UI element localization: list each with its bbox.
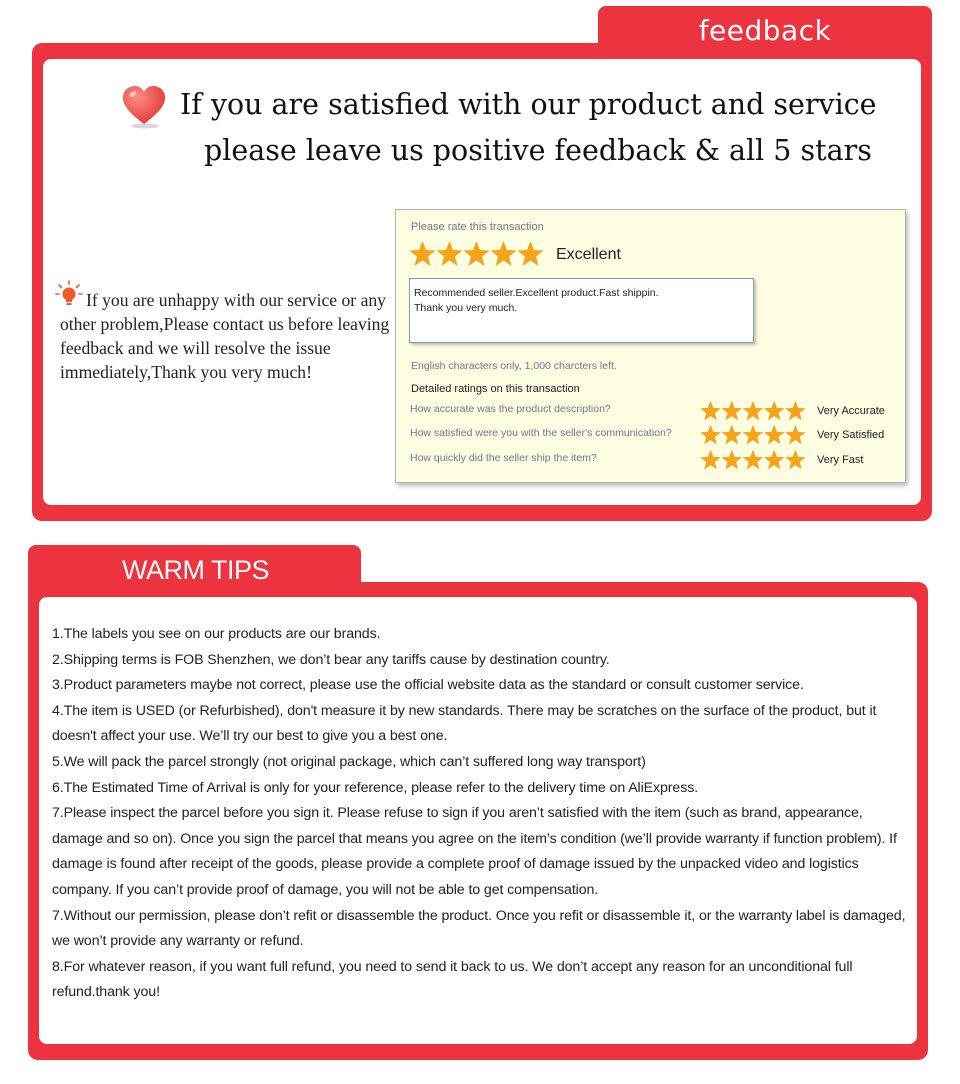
tip-item: 2.Shipping terms is FOB Shenzhen, we don’t bear any tariffs cause by destination country.: [52, 651, 610, 668]
comment-line-1: Recommended seller.Excellent product.Fast shippin.: [414, 287, 659, 299]
feedback-comment-textarea[interactable]: [409, 278, 754, 343]
tip-item: 1.The labels you see on our products are our brands.: [52, 626, 381, 642]
overall-star-rating[interactable]: [409, 240, 544, 268]
star-icon[interactable]: [464, 241, 490, 266]
headline-line-1: If you are satisfied with our product and service: [180, 88, 877, 121]
star-icon[interactable]: [518, 241, 544, 266]
unhappy-message: If you are unhappy with our service or any other problem,Please contact us before leaving feedback and we will resolve the issue immediately,Thank you very much!: [60, 290, 390, 382]
warm-tips-list: [52, 622, 910, 1006]
detail-question: How quickly did the seller ship the item?: [410, 452, 597, 464]
star-icon[interactable]: [410, 241, 436, 266]
detail-rating-label: Very Fast: [817, 454, 864, 466]
star-icon[interactable]: [785, 425, 805, 445]
tip-item: 4.The item is USED (or Refurbished), don't measure it by new standards. There may be scratches on the surface of the product, but it doesn't affect your use. We’ll try our best to give you a best one.: [52, 702, 877, 745]
star-icon[interactable]: [764, 401, 784, 421]
star-icon[interactable]: [764, 425, 784, 445]
detail-question: How accurate was the product description?: [410, 403, 611, 415]
star-icon[interactable]: [764, 450, 784, 470]
feedback-tab: [598, 6, 932, 56]
detail-star-rating[interactable]: [697, 449, 809, 471]
comment-line-2: Thank you very much.: [414, 302, 518, 314]
detail-rating-row: [410, 449, 900, 473]
star-icon[interactable]: [437, 241, 463, 266]
star-icon[interactable]: [743, 401, 763, 421]
tip-item: 5.We will pack the parcel strongly (not original package, which can’t suffered long way transport): [52, 753, 646, 770]
detail-question: How satisfied were you with the seller's communication?: [410, 427, 672, 439]
rating-panel: [395, 209, 906, 483]
star-icon[interactable]: [785, 401, 805, 421]
warm-tips-tab: [28, 545, 361, 600]
star-icon[interactable]: [700, 425, 720, 445]
detailed-ratings-heading: Detailed ratings on this transaction: [411, 383, 580, 395]
star-icon[interactable]: [722, 425, 742, 445]
detail-rating-row: [410, 424, 900, 448]
detail-rating-row: [410, 400, 900, 424]
star-icon[interactable]: [722, 450, 742, 470]
detail-star-rating[interactable]: [697, 400, 809, 422]
detail-rating-label: Very Satisfied: [817, 429, 885, 441]
star-icon[interactable]: [491, 241, 517, 266]
detail-rating-label: Very Accurate: [817, 405, 885, 417]
rating-prompt: Please rate this transaction: [411, 221, 544, 233]
tip-item: 7.Please inspect the parcel before you sign it. Please refuse to sign if you aren’t satisfied with the item (such as brand, appearance, damage and so on). Once you sign the parcel that means you agree on the item’s condition (we’ll provide warranty if function problem). If damage is found after receipt of the goods, please provide a complete proof of damage issued by the unpacked video and logistics company. If you can’t provide proof of damage, you will not be able to get compensation.: [52, 805, 897, 898]
star-icon[interactable]: [785, 450, 805, 470]
star-icon[interactable]: [700, 450, 720, 470]
character-count-note: English characters only, 1,000 charcters left.: [411, 360, 617, 372]
star-icon[interactable]: [722, 401, 742, 421]
overall-rating-label: Excellent: [556, 246, 621, 263]
feedback-tab-label: feedback: [698, 14, 832, 47]
detail-star-rating[interactable]: [697, 424, 809, 446]
star-icon[interactable]: [743, 425, 763, 445]
tip-item: 6.The Estimated Time of Arrival is only for your reference, please refer to the delivery time on AliExpress.: [52, 779, 699, 796]
star-icon[interactable]: [743, 450, 763, 470]
tip-item: 3.Product parameters maybe not correct, please use the official website data as the standard or consult customer service.: [52, 677, 804, 694]
headline-line-2: please leave us positive feedback & all 5 stars: [204, 134, 872, 167]
tip-item: 8.For whatever reason, if you want full refund, you need to send it back to us. We don’t accept any reason for an unconditional full refund.thank you!: [52, 958, 853, 1001]
heart-icon: [120, 84, 168, 130]
tip-item: 7.Without our permission, please don’t refit or disassemble the product. Once you refit or disassemble it, or the warranty label is damaged, we won’t provide any warranty or refund.: [52, 907, 906, 950]
warm-tips-tab-label: WARM TIPS: [122, 555, 270, 585]
star-icon[interactable]: [700, 401, 720, 421]
